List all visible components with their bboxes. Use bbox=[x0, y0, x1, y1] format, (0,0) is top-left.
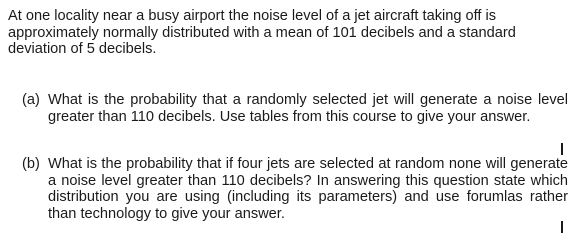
question-part-b bbox=[22, 156, 568, 222]
question-part-a bbox=[22, 92, 568, 125]
margin-mark-b bbox=[561, 221, 563, 233]
part-a-label: (a) bbox=[22, 92, 40, 108]
part-b-text: What is the probability that if four jets are selected at random none will generate a noise level greater than 110 decibels? In answering this question state which distribution you are using (including its parameters) and use forumlas rather than technology to give your answer. bbox=[48, 156, 568, 222]
question-intro: At one locality near a busy airport the noise level of a jet aircraft taking off is approximately normally distributed with a mean of 101 decibels and a standard deviation of 5 decibels. bbox=[8, 8, 516, 57]
part-a-text: What is the probability that a randomly selected jet will generate a noise level greater than 110 decibels. Use tables from this course to give your answer. bbox=[48, 92, 568, 125]
part-b-label: (b) bbox=[22, 156, 40, 172]
margin-mark-a bbox=[561, 143, 563, 155]
